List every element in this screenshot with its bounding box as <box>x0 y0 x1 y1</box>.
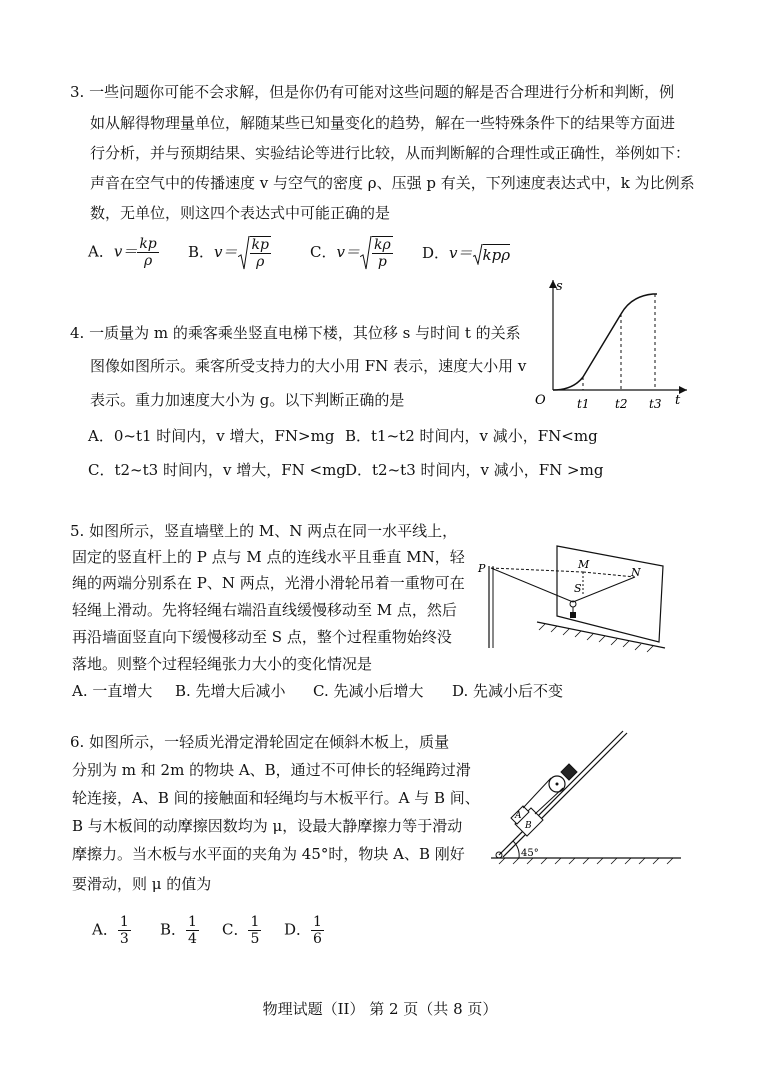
board-bottom <box>503 733 627 857</box>
t3-label: t3 <box>649 397 662 411</box>
q6-line-2: 分别为 m 和 2m 的物块 A、B，通过不可伸长的轻绳跨过滑 <box>72 761 471 779</box>
q5-line-4: 轻绳上滑动。先将轻绳右端沿直线缓慢移动至 M 点，然后 <box>72 601 457 619</box>
q3-option-b: B．v＝ $\frac{kp}{\rho}$ <box>188 237 269 270</box>
label-b: B <box>525 821 532 831</box>
x-axis-label: t <box>675 393 681 408</box>
q6-line-5: 摩擦力。当木板与水平面的夹角为 45°时，物块 A、B 刚好 <box>72 845 465 863</box>
q6-line-4: B 与木板间的动摩擦因数均为 μ，设最大静摩擦力等于滑动 <box>72 817 463 835</box>
q6-option-c: C． $\frac{1}{5}$ <box>222 914 260 947</box>
q6-option-a: A． $\frac{1}{3}$ <box>92 914 129 947</box>
rope-right <box>573 577 635 602</box>
board-top <box>499 731 623 855</box>
label-p: P <box>478 562 486 575</box>
q4-line-2: 图像如图所示。乘客所受支持力的大小用 FN 表示，速度大小用 v <box>90 357 527 375</box>
q5-option-c: C. 先减小后增大 <box>313 682 424 700</box>
q5-option-d: D. 先减小后不变 <box>452 682 564 700</box>
q5-line-3: 绳的两端分别系在 P、N 两点，光滑小滑轮吊着一重物可在 <box>72 574 465 592</box>
ground <box>537 622 665 648</box>
q3-line-4: 声音在空气中的传播速度 v 与空气的密度 ρ、压强 p 有关，下列速度表达式中，k 为比例系 <box>90 174 695 192</box>
q4-option-a: A．0~t1 时间内，v 增大，FN>mg <box>88 427 335 445</box>
t1-label: t1 <box>577 397 590 411</box>
q6-line-3: 轮连接，A、B 间的接触面和轻绳均与木板平行。A 与 B 间、 <box>72 789 480 807</box>
origin-label: O <box>535 393 546 408</box>
label-n: N <box>631 566 641 579</box>
pm-dashed <box>491 568 583 572</box>
ground-hatch <box>539 624 653 652</box>
q3-line-1: 3. 一些问题你可能不会求解，但是你仍有可能对这些问题的解是否合理进行分析和判断，例 <box>70 83 675 101</box>
q5-line-6: 落地。则整个过程轻绳张力大小的变化情况是 <box>72 655 373 673</box>
label-a: A <box>515 811 522 821</box>
q4-option-c: C．t2~t3 时间内，v 增大，FN <mg <box>88 461 346 479</box>
q4-line-1: 4. 一质量为 m 的乘客乘坐竖直电梯下楼，其位移 s 与时间 t 的关系 <box>70 324 521 342</box>
q6-line-1: 6. 如图所示，一轻质光滑定滑轮固定在倾斜木板上，质量 <box>70 733 450 751</box>
rope-left <box>491 568 573 602</box>
q5-wall-figure <box>475 540 675 655</box>
q3-line-5: 数，无单位，则这四个表达式中可能正确的是 <box>90 204 391 222</box>
q4-line-3: 表示。重力加速度大小为 g。以下判断正确的是 <box>90 391 405 409</box>
q3-line-2: 如从解得物理量单位，解随某些已知量变化的趋势，解在一些特殊条件下的结果等方面进 <box>90 114 676 132</box>
q6-option-d: D． $\frac{1}{6}$ <box>284 914 322 947</box>
q5-line-5: 再沿墙面竖直向下缓慢移动至 S 点，整个过程重物始终没 <box>72 628 452 646</box>
q5-line-1: 5. 如图所示，竖直墙壁上的 M、N 两点在同一水平线上， <box>70 522 458 540</box>
weight <box>570 612 576 618</box>
angle-label: 45° <box>521 848 539 859</box>
q4-option-d: D．t2~t3 时间内，v 减小，FN >mg <box>345 461 604 479</box>
wall <box>557 546 663 642</box>
q4-st-graph <box>525 272 695 420</box>
q3-line-3: 行分析，并与预期结果、实验结论等进行比较，从而判断解的合理性或正确性，举例如下： <box>90 144 691 162</box>
label-s: S <box>574 582 582 595</box>
y-axis-label: s <box>556 279 563 294</box>
st-curve <box>553 294 657 390</box>
q3-option-c: C．v＝ $\frac{k\rho}{p}$ <box>310 237 391 270</box>
q3-option-d: D．v＝ kpρ <box>422 244 511 264</box>
t2-label: t2 <box>615 397 628 411</box>
q5-option-b: B. 先增大后减小 <box>175 682 286 700</box>
q5-option-a: A. 一直增大 <box>72 682 153 700</box>
q4-option-b: B．t1~t2 时间内，v 减小，FN<mg <box>345 427 598 445</box>
q6-incline-figure <box>485 728 685 868</box>
pulley-bracket <box>561 764 577 780</box>
q6-option-b: B． $\frac{1}{4}$ <box>160 914 197 947</box>
page-footer: 物理试题（II） 第 2 页（共 8 页） <box>262 1000 498 1018</box>
q5-line-2: 固定的竖直杆上的 P 点与 M 点的连线水平且垂直 MN，轻 <box>72 548 465 566</box>
q6-line-6: 要滑动，则 μ 的值为 <box>72 875 212 893</box>
q3-option-a: A．v＝ $\frac{kp}{\rho}$ <box>88 236 157 269</box>
mn-dashed <box>583 572 635 577</box>
label-m: M <box>578 558 590 571</box>
